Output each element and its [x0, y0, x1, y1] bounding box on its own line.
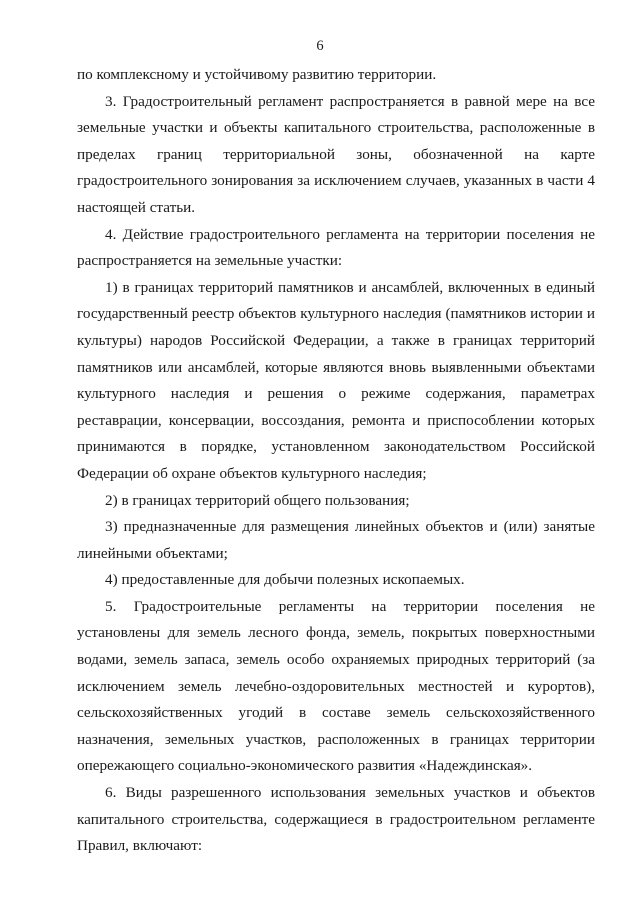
paragraph-item-6: 6. Виды разрешенного использования земельных участков и объектов капитального строительства, содержащиеся в градостроительном регламенте Правил, включают: [77, 784, 595, 855]
page-number: 6 [316, 38, 324, 54]
paragraph-item-5: 5. Градостроительные регламенты на территории поселения не установлены для земель лесного фонда, земель, покрытых поверхностными водами, земель запаса, земель особо охраняемых природных территорий (за исключением земель лечебно-оздоровительных местностей и курортов), сельскохозяйственных угодий в составе земель сельскохозяйственного назначения, земельных участков, расположенных в границах территории опережающего социально-экономического развития «Надеждинская». [77, 597, 595, 775]
paragraph-item-3: 3. Градостроительный регламент распространяется в равной мере на все земельные участки и объекты капитального строительства, расположенные в пределах границ территориальной зоны, обозначенной на карте градостроительного зонирования за исключением случаев, указанных в части 4 настоящей статьи. [77, 92, 595, 216]
subitem-4: 4) предоставленные для добычи полезных ископаемых. [105, 571, 465, 589]
document-body [77, 62, 595, 860]
subitem-2: 2) в границах территорий общего пользования; [105, 491, 410, 509]
paragraph-continuation: по комплексному и устойчивому развитию территории. [77, 66, 437, 83]
paragraph-item-4: 4. Действие градостроительного регламента на территории поселения не распространяется на земельные участки: [77, 225, 595, 270]
subitem-1: 1) в границах территорий памятников и ансамблей, включенных в единый государственный реестр объектов культурного наследия (памятников истории и культуры) народов Российской Федерации, а также в границах территорий памятников или ансамблей, которые являются вновь выявленными объектами культурного наследия и решения о режиме содержания, параметрах реставрации, консервации, воссоздания, ремонта и приспособлении которых принимаются в порядке, установленном законодательством Российской Федерации об охране объектов культурного наследия; [77, 278, 595, 482]
subitem-3: 3) предназначенные для размещения линейных объектов и (или) занятые линейными объектами; [77, 518, 595, 562]
